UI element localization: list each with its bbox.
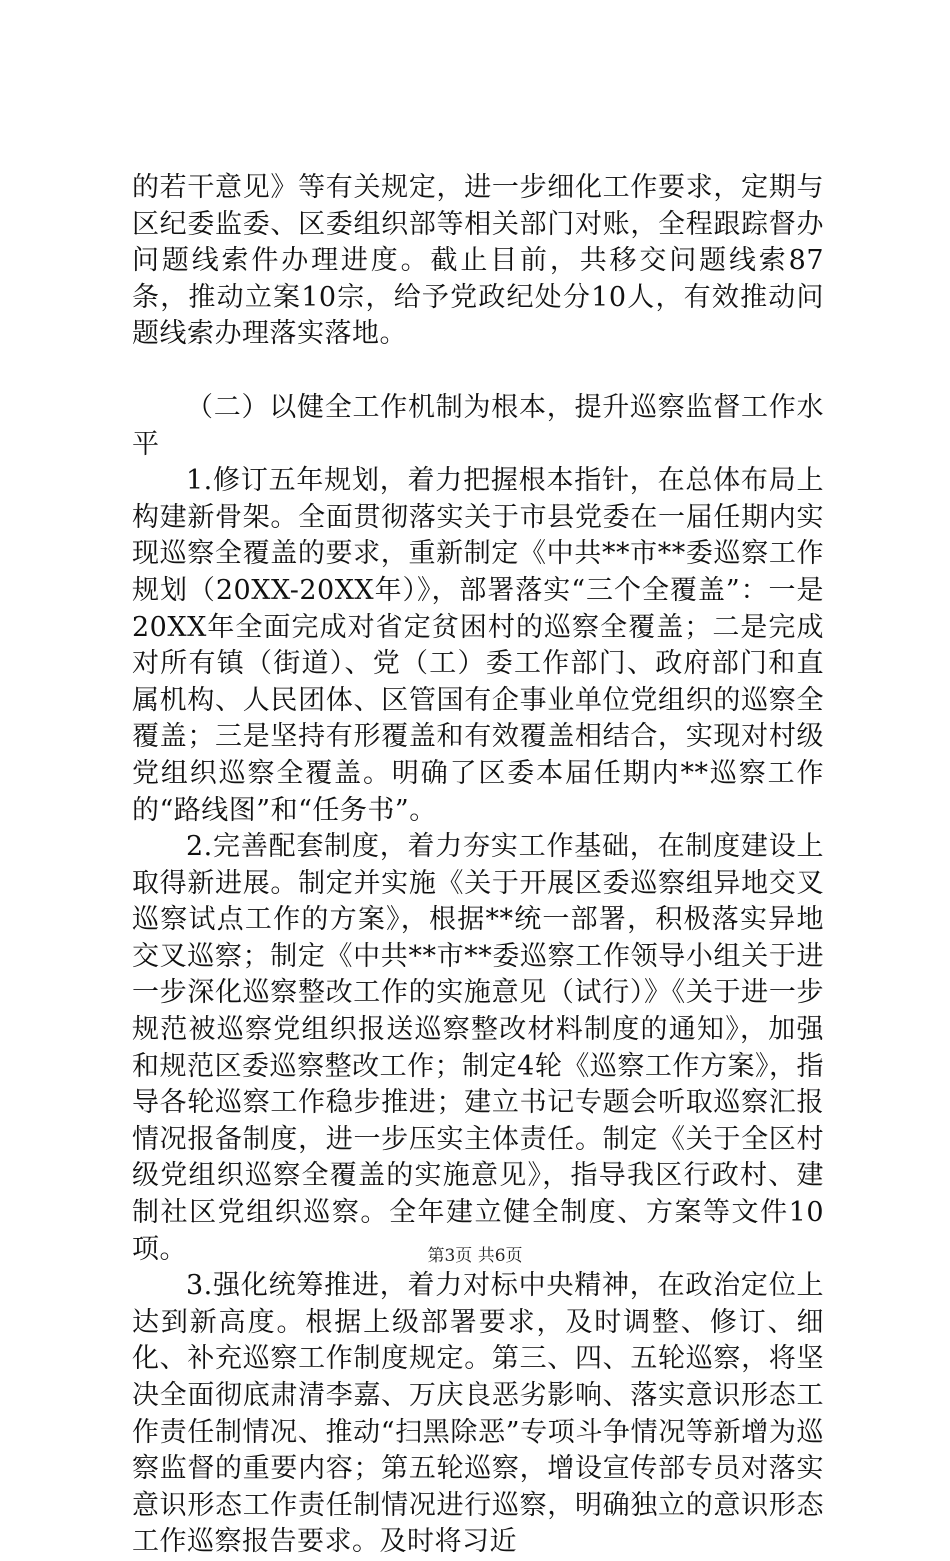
page-number-footer: 第3页 共6页 xyxy=(427,1246,523,1266)
paragraph-continuation: 的若干意见》等有关规定，进一步细化工作要求，定期与区纪委监委、区委组织部等相关部门对账，全程跟踪督办问题线索件办理进度。截止目前，共移交问题线索87条，推动立案10宗，给予党政纪处分10人，有效推动问题线索办理落实落地。 xyxy=(132,172,824,350)
paragraph-spacer xyxy=(132,353,824,390)
paragraph-item-3: 3.强化统筹推进，着力对标中央精神，在政治定位上达到新高度。根据上级部署要求，及时调整、修订、细化、补充巡察工作制度规定。第三、四、五轮巡察，将坚决全面彻底肃清李嘉、万庆良恶劣影响、落实意识形态工作责任制情况、推动“扫黑除恶”专项斗争情况等新增为巡察监督的重要内容；第五轮巡察，增设宣传部专员对落实意识形态工作责任制情况进行巡察，明确独立的意识形态工作巡察报告要求。及时将习近 xyxy=(132,1270,824,1558)
document-body xyxy=(132,170,824,1561)
paragraph-item-1: 1.修订五年规划，着力把握根本指针，在总体布局上构建新骨架。全面贯彻落实关于市县党委在一届任期内实现巡察全覆盖的要求，重新制定《中共**市**委巡察工作规划（20XX-20XX年）》，部署落实“三个全覆盖”：一是20XX年全面完成对省定贫困村的巡察全覆盖；二是完成对所有镇（街道）、党（工）委工作部门、政府部门和直属机构、人民团体、区管国有企事业单位党组织的巡察全覆盖；三是坚持有形覆盖和有效覆盖相结合，实现对村级党组织巡察全覆盖。明确了区委本届任期内**巡察工作的“路线图”和“任务书”。 xyxy=(132,465,824,826)
paragraph-item-2: 2.完善配套制度，着力夯实工作基础，在制度建设上取得新进展。制定并实施《关于开展区委巡察组异地交叉巡察试点工作的方案》，根据**统一部署，积极落实异地交叉巡察；制定《中共**市**委巡察工作领导小组关于进一步深化巡察整改工作的实施意见（试行）》《关于进一步规范被巡察党组织报送巡察整改材料制度的通知》，加强和规范区委巡察整改工作；制定4轮《巡察工作方案》，指导各轮巡察工作稳步推进；建立书记专题会听取巡察汇报情况报备制度，进一步压实主体责任。制定《关于全区村级党组织巡察全覆盖的实施意见》，指导我区行政村、建制社区党组织巡察。全年建立健全制度、方案等文件10项。 xyxy=(132,831,824,1265)
section-heading: （二）以健全工作机制为根本，提升巡察监督工作水平 xyxy=(132,391,824,460)
